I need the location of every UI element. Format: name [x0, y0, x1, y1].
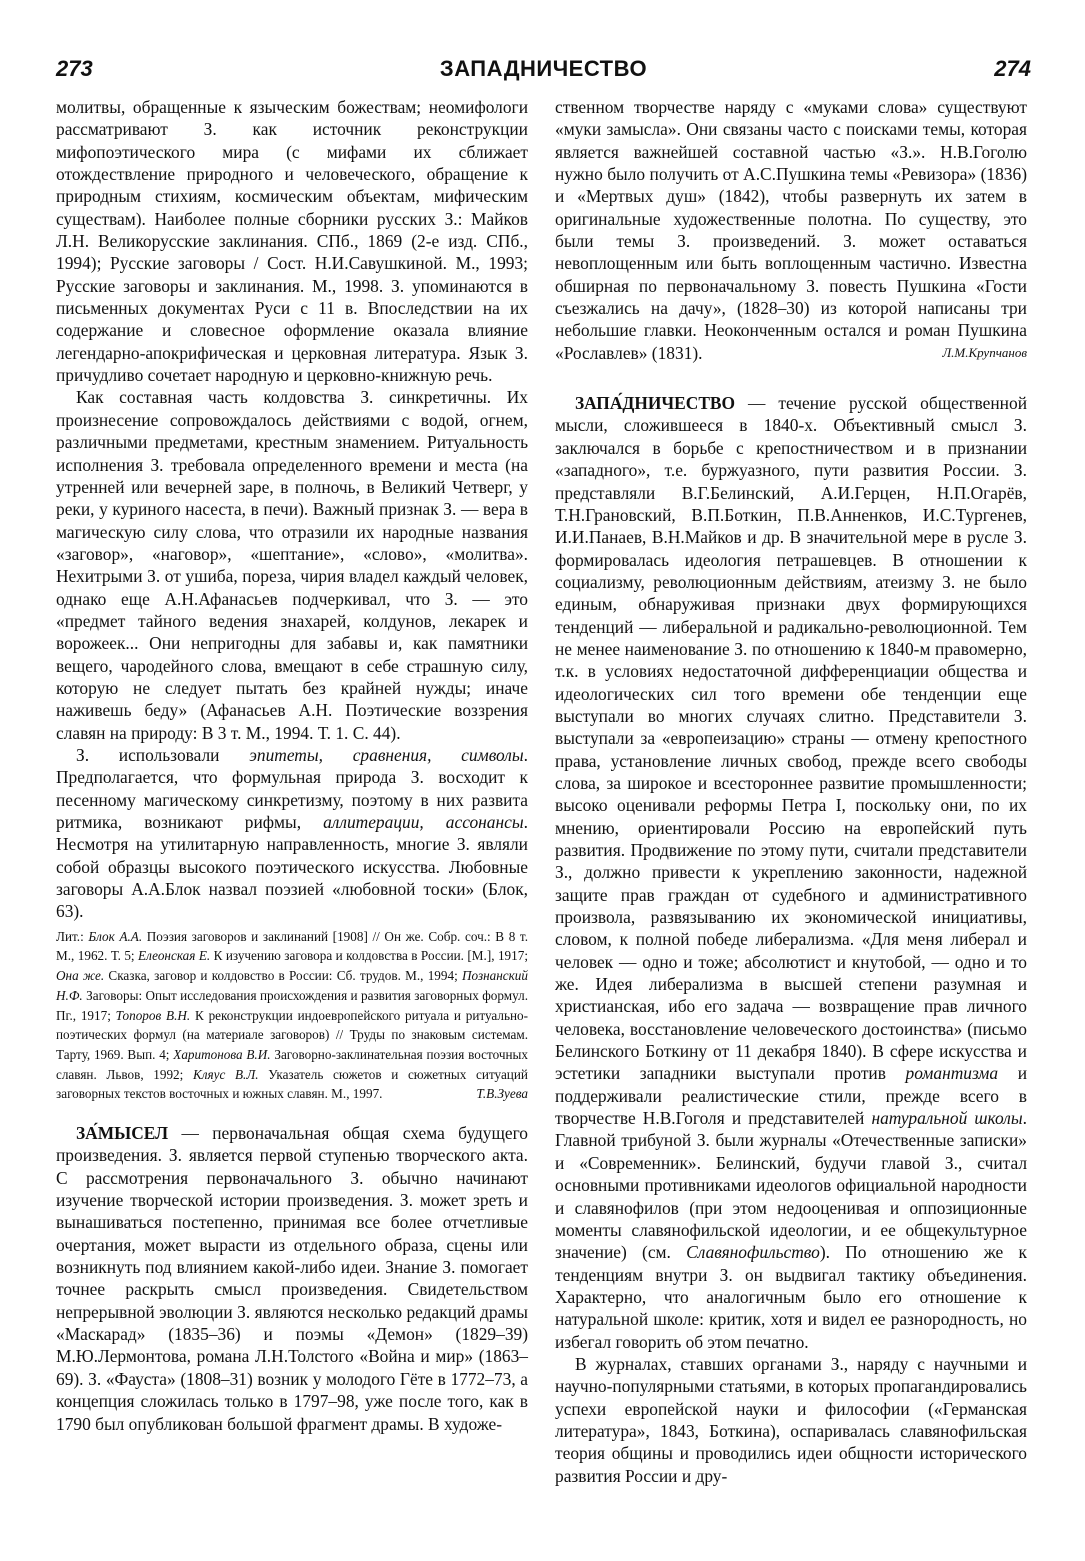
author: Топоров В.Н. — [115, 1007, 191, 1023]
paragraph — [555, 96, 1027, 364]
author: Блок А.А. — [88, 928, 143, 944]
italic-term: эпитеты, сравнения, символы — [249, 744, 524, 765]
entry-text: ). По отношению же к тенденциям внутри З. он выдвигал тактику объединения. Характерно, что аналогичным было его отношение к натуральной школе: критик, хотя и видел ее разнородность, но избегал говорить об этом печатно. — [555, 1242, 1027, 1352]
entry-text: — течение русской общественной мысли, сложившееся в 1840-х. Объективный смысл З. заключался в борьбе с крепостничеством и в признании «западного», т.е. буржуазного, пути развития России. З. представляли В.Г.Белинский, А.И.Герцен, Н.П.Огарёв, Т.Н.Грановский, В.П.Боткин, П.В.Анненков, И.С.Тургенев, И.И.Панаев, В.Н.Майков и др. В значительной мере в русле З. формировалась идеология петрашевцев. В отношении к социализму, революционным действиям, атеизму З. не было единым, обнаруживая признаки двух формирующихся тенденций — либеральной и радикально-революционной. Тем не менее наименование З. по отношению к 1840-м правомерно, т.к. в условиях недостаточной дифференциации общества и идеологических сил того времени обе тенденции еще выступали во многих случаях слитно. Представители З. выступали за «европеизацию» страны — отмену крепостного права, установление личных свобод, прежде всего свободы слова, за широкое и всестороннее развитие промышленности; высоко оценивали реформы Петра I, поскольку они, по их мнению, ориентировали Россию на европейский путь развития. Продвижение по этому пути, считали представители З., должно привести к укреплению законности, надежной защите прав граждан от судебного и административного произвола, развязыванию их экономической инициативы, словом, к полной победе либерализма. «Для меня либерал и человек — одно и тоже; абсолютист и кнутобой, — одно и то же. Идея либерализма в высшей степени разумная и христианская, ибо его задача — возвращение прав личного человека, восстановление человеческого достоинства» (письмо Белинского Боткину от 11 декабря 1840). В сфере искусства и эстетики западники выступали против — [555, 393, 1027, 1084]
text-run: . Предполагается, что формульная природа З. восходит к песенному магическому синкретизму, поэтому в них развита ритмика, возникают рифмы, — [56, 744, 528, 832]
italic-term: натуральной школы — [871, 1108, 1023, 1129]
paragraph — [56, 744, 528, 923]
author: Харитонова В.И. — [173, 1046, 271, 1062]
page-header — [56, 56, 1031, 96]
reference: К реконструкции индоевропейского ритуала и ритуально-поэтических формул (на материале заговоров) // Труды по знаковым системам. Тарту, 1969. Вып. 4; — [56, 1007, 528, 1062]
italic-term: романтизма — [905, 1063, 999, 1084]
running-title: ЗАПАДНИЧЕСТВО — [439, 56, 648, 81]
entry-text: . Главной трибуной З. были журналы «Отечественные записки» и «Современник». Белинский, будучи главой З., считал основными противниками идеологов официальной народности и славянофилов (при этом недооценивая и оппозиционные моменты славянофильской идеологии, и ее общекультурное значение) (см. — [555, 1108, 1027, 1263]
reference: К изучению заговора и колдовства в России. [М.], 1917; — [210, 948, 528, 964]
author: Она же. — [56, 968, 105, 984]
reference: Заговорно-заклинательная поэзия восточных славян. Львов, 1992; — [56, 1046, 528, 1082]
paragraph: Как составная часть колдовства З. синкретичны. Их произнесение сопровождалось действиями с водой, огнем, различными предметами, крестным знамением. Ритуальность исполнения З. требовала определенного времени и места (на утренней или вечерней заре, в полночь, в Великий Четверг, у реки, у куриного насеста, в печи). Важный признак З. — вера в магическую силу слова, что отразили их народные названия «заговор», «наговор», «шептание», «слово», «молитва». Нехитрыми З. от ушиба, пореза, чирия владел каждый человек, однако еще А.Н.Афанасьев подчеркивал, что З. — это «предмет тайного ведения знахарей, колдунов, лекарек и ворожеек... Они непригодны для забавы и, как памятники вещего, чародейного слова, вмещают в себе страшную силу, которую не следует пытать без крайней нужды; иначе наживешь беду» (Афанасьев А.Н. Поэтические воззрения славян на природу: В 3 т. М., 1994. Т. 1. С. 44). — [56, 387, 528, 743]
reference: Указатель сюжетов и сюжетных ситуаций заговорных текстов восточных и южных славян. М., 1997. — [56, 1066, 528, 1102]
reference: Заговоры: Опыт исследования происхождения и развития заговорных формул. Пг., 1917; — [56, 987, 528, 1023]
page-number-right: 274 — [994, 56, 1031, 81]
left-column — [56, 96, 528, 1435]
text-run: . Несмотря на утилитарную направленность, многие З. являли собой образцы высокого поэтического искусства. Любовные заговоры А.А.Блок назвал поэзией «любовной тоски» (Блок, 63). — [56, 812, 528, 922]
literature-list — [56, 927, 528, 1104]
author: Кляус В.Л. — [192, 1066, 259, 1082]
entry-headword: ЗА́МЫСЕЛ — [76, 1123, 169, 1144]
text-run: З. использовали — [76, 744, 250, 765]
text-run: ственном творчестве наряду с «муками слова» существуют «муки замысла». Они связаны часто с поисками темы, которая является важнейшей составной частью «З.». Н.В.Гоголю нужно было получить от А.С.Пушкина темы «Ревизора» (1836) и «Мертвых душ» (1842), чтобы развернуть их затем в оригинальные художественные полотна. По существу, это были темы З. произведений. З. может оставаться невоплощенным или быть воплощенным частично. Известна обширная по первоначальному З. повесть Пушкина «Гости съезжались на дачу», (1828–30) из которой написаны три небольшие главки. Неоконченным остался и роман Пушкина «Рославлев» (1831). — [555, 97, 1027, 363]
entry-zapadnichestvo — [555, 392, 1027, 1353]
entry-headword: ЗАПА́ДНИЧЕСТВО — [575, 393, 736, 414]
literature-label: Лит.: — [56, 928, 89, 944]
entry-text: — первоначальная общая схема будущего произведения. З. является первой ступенью творческого акта. С рассмотрения первоначального З. обычно начинают изучение творческой истории произведения. З. может зреть и вынашиваться постепенно, принимая все более отчетливые очертания, может вырасти из отдельного образа, сцены или возникнуть под влиянием какой-либо идеи. Знание З. помогает точнее раскрыть смысл произведения. Свидетельством непрерывной эволюции З. являются несколько редакций драмы «Маскарад» (1835–36) и поэмы «Демон» (1829–39) М.Ю.Лермонтова, романа Л.Н.Толстого «Война и мир» (1863–69). З. «Фауста» (1808–31) возник у молодого Гёте в 1772–73, а концепция сложилась только в 1797–98, уже после того, как в 1790 был опубликован большой фрагмент драмы. В художе- — [56, 1123, 528, 1434]
italic-term: аллитерации, ассонансы — [323, 812, 524, 832]
entry-zamysel — [56, 1122, 528, 1435]
paragraph: молитвы, обращенные к языческим божествам; неомифологи рассматривают З. как источник реконструкции мифопоэтического мира (с мифами их сближает отождествление природного и человеческого, обращение к природным стихиям, космическим объектам, мифическим существам). Наиболее полные сборники русских З.: Майков Л.Н. Великорусские заклинания. СПб., 1869 (2-е изд. СПб., 1994); Русские заговоры / Сост. Н.И.Савушкиной. М., 1993; Русские заговоры и заклинания. М., 1998. З. упоминаются в письменных документах Руси с 11 в. Впоследствии на их содержание и словесное оформление оказала влияние легендарно-апокрифическая и церковная литература. Язык З. причудливо сочетает народную и церковно-книжную речь. — [56, 97, 528, 386]
author-signature: Т.В.Зуева — [476, 1086, 528, 1102]
reference: Поэзия заговоров и заклинаний [1908] // Он же. Собр. соч.: В 8 т. М., 1962. Т. 5; — [56, 928, 528, 964]
reference: Сказка, заговор и колдовство в России: Сб. трудов. М., 1994; — [104, 968, 463, 984]
italic-term: Славянофильство — [686, 1242, 820, 1263]
author-signature: Л.М.Крупчанов — [942, 344, 1027, 360]
right-column — [555, 96, 1027, 1487]
entry-text: и поддерживали реалистические стили, прежде всего в творчестве Н.В.Гоголя и представителей — [555, 1063, 1028, 1129]
paragraph: В журналах, ставших органами З., наряду с научными и научно-популярными статьями, в которых пропагандировались успехи европейской науки и философии («Германская литература», 1843, Боткина), оспаривалась славянофильская теория общины и проводились идеи общности исторического развития России и дру- — [555, 1353, 1027, 1486]
author: Познанский Н.Ф. — [56, 968, 528, 1003]
page-number-left: 273 — [56, 56, 93, 81]
author: Елеонская Е. — [138, 948, 211, 964]
